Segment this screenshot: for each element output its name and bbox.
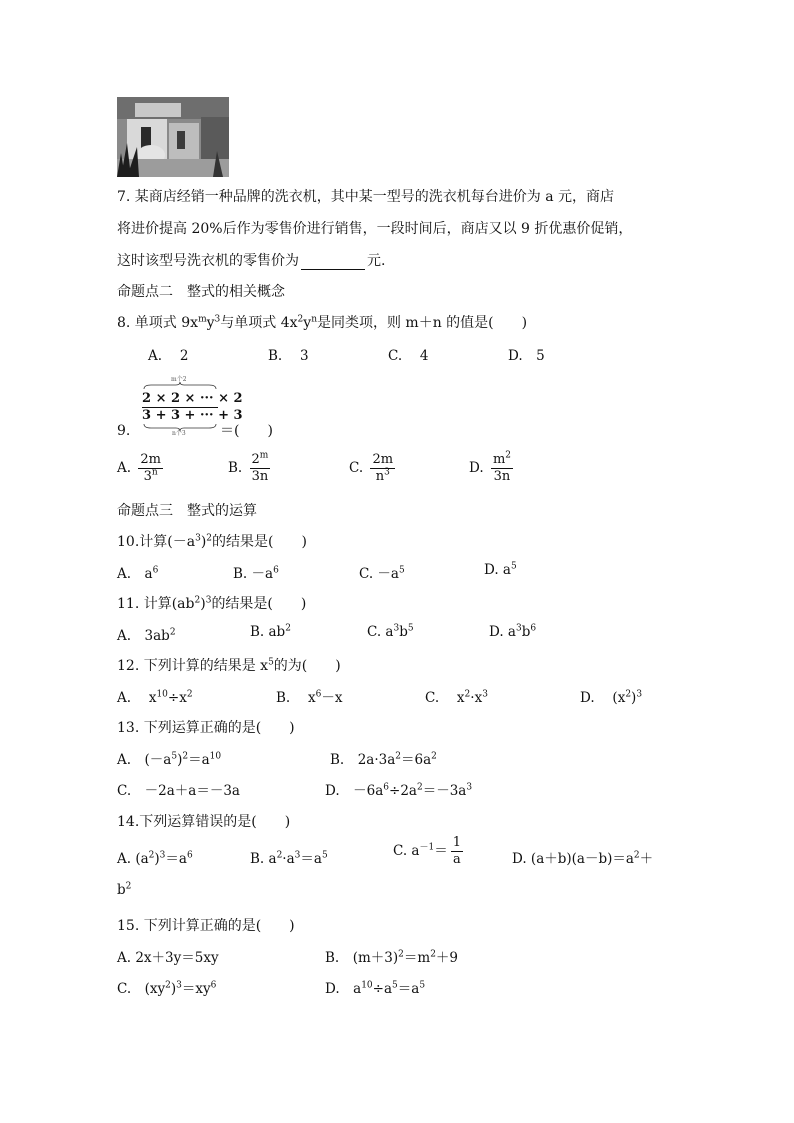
q14-option-b[interactable] <box>250 847 328 867</box>
opt-text: A. 3ab <box>117 628 170 644</box>
q14-option-a[interactable] <box>117 847 193 867</box>
opt-text: ＋9 <box>435 950 459 966</box>
q15-stem: 15. 下列计算正确的是( ) <box>117 918 295 934</box>
q8-option-d[interactable]: D. 5 <box>508 348 545 364</box>
opt-text: ＝a <box>188 752 210 768</box>
opt-text: ÷2a <box>389 783 417 799</box>
q8-option-c[interactable]: C. 4 <box>388 348 429 364</box>
q9-number: 9. <box>117 423 131 439</box>
opt-sup: 2 <box>625 689 632 700</box>
opt-sup: 5 <box>171 751 178 762</box>
q8-option-b[interactable]: B. 3 <box>268 348 309 364</box>
opt-text: ＝6a <box>401 752 432 768</box>
building-photo <box>117 97 229 177</box>
fraction-denominator <box>374 469 392 485</box>
opt-sup: 2 <box>431 751 437 762</box>
q9-option-b-fraction <box>250 452 271 485</box>
q8-option-a[interactable]: A. 2 <box>148 348 189 364</box>
q10-option-a[interactable] <box>117 562 158 582</box>
opt-text: C. a <box>393 843 420 859</box>
fraction-numerator <box>250 452 271 468</box>
q8-stem-part: 8. 单项式 9x <box>117 315 199 331</box>
opt-sup: 3 <box>176 980 182 991</box>
opt-sup: 6 <box>530 623 537 634</box>
fraction-denominator: 3n <box>493 469 511 484</box>
q7-answer-blank[interactable] <box>301 255 365 270</box>
q13-option-a[interactable] <box>117 748 221 768</box>
q8-sup: 2 <box>297 314 304 325</box>
q12-option-c[interactable] <box>425 686 488 706</box>
q11-option-c[interactable] <box>367 624 414 640</box>
q11-option-b[interactable] <box>250 624 291 640</box>
opt-sup: 2 <box>148 850 155 861</box>
opt-text: ＝xy <box>181 981 211 997</box>
num-text: m <box>492 452 506 467</box>
opt-text: A. a <box>117 566 153 582</box>
opt-text: ) <box>154 851 160 867</box>
fraction-denominator: a <box>452 852 461 867</box>
fraction-denominator <box>142 469 160 485</box>
q8-stem-part: y <box>303 315 312 331</box>
opt-text: B. －a <box>233 566 274 582</box>
opt-text: ＝a <box>397 981 420 997</box>
opt-sup: 2 <box>464 689 471 700</box>
q7-line-3 <box>117 250 385 270</box>
q12-stem <box>117 655 341 675</box>
q13-option-c[interactable]: C. －2a＋a＝－3a <box>117 783 240 799</box>
opt-text: ＝－3a <box>422 783 467 799</box>
section-heading-3: 命题点三 整式的运算 <box>117 503 257 519</box>
opt-text: D. a <box>484 562 511 578</box>
opt-sup: 2 <box>430 949 436 960</box>
den-text: n <box>375 469 385 484</box>
opt-sup: 3 <box>159 850 166 861</box>
q10-stem <box>117 531 307 551</box>
opt-sup: 2 <box>165 980 171 991</box>
opt-sup: 2 <box>169 627 176 638</box>
num-sup: m <box>259 450 269 461</box>
q11-stem-part: 的结果是( ) <box>211 596 307 612</box>
q9-top-brace-icon <box>143 382 217 390</box>
opt-sup: 6 <box>186 850 193 861</box>
q7-line-1: 7. 某商店经销一种品牌的洗衣机，其中某一型号的洗衣机每台进价为 a 元，商店 <box>117 189 615 205</box>
opt-sup: 5 <box>321 850 328 861</box>
q12-option-b[interactable] <box>276 686 342 706</box>
q12-option-d[interactable] <box>580 686 642 706</box>
fraction-denominator: 3n <box>251 469 269 484</box>
opt-text: B. a <box>250 851 277 867</box>
opt-sup: 2 <box>186 689 193 700</box>
q13-stem: 13. 下列运算正确的是( ) <box>117 720 295 736</box>
opt-text: A. x <box>117 690 157 706</box>
opt-sup: 2 <box>395 751 402 762</box>
opt-text: ÷a <box>372 981 393 997</box>
opt-text: ·x <box>470 690 483 706</box>
q10-option-c[interactable] <box>359 562 405 582</box>
opt-sup: 10 <box>209 751 222 762</box>
opt-text: B. 2a·3a <box>330 752 396 768</box>
opt-sup: 5 <box>419 980 426 991</box>
opt-text: D. －6a <box>325 783 384 799</box>
q11-option-d[interactable] <box>489 624 536 640</box>
q7-line-3-text: 这时该型号洗衣机的零售价为 <box>117 253 299 269</box>
q9-denominator: 3 + 3 + ··· + 3 <box>142 408 243 423</box>
q8-stem <box>117 312 527 332</box>
opt-text: ＝m <box>403 950 431 966</box>
opt-sup: 2 <box>633 850 640 861</box>
q15-option-a[interactable]: A. 2x＋3y＝5xy <box>117 950 219 966</box>
q9-numerator: 2 × 2 × ··· × 2 <box>142 391 243 406</box>
q10-stem-part: 10.计算(－a <box>117 534 196 550</box>
den-sup: 3 <box>384 467 390 478</box>
q9-option-a-fraction <box>138 452 163 485</box>
q14-option-d[interactable] <box>512 847 653 867</box>
q14-option-c-fraction <box>451 835 463 868</box>
q10-sup: 3 <box>195 533 201 544</box>
q10-sup: 2 <box>206 533 213 544</box>
q9-option-a-label: A. <box>117 460 132 476</box>
num-text: 2 <box>251 452 260 467</box>
opt-sup: 10 <box>361 980 373 991</box>
opt-text: b <box>399 624 408 640</box>
q15-option-c[interactable] <box>117 977 216 997</box>
opt-text: ＝a <box>165 851 187 867</box>
opt-sup: 3 <box>393 623 400 634</box>
q8-sup: m <box>198 314 207 325</box>
q9-option-d[interactable] <box>469 452 516 485</box>
opt-text: ÷x <box>167 690 187 706</box>
opt-sup: 3 <box>515 623 522 634</box>
opt-text: ＋ <box>639 851 654 867</box>
fraction-numerator <box>491 452 513 468</box>
den-sup: n <box>151 467 158 478</box>
opt-sup: 3 <box>636 689 643 700</box>
fraction-numerator: 2m <box>140 452 161 467</box>
opt-text: ) <box>170 981 177 997</box>
opt-text: D. (a＋b)(a－b)＝a <box>512 851 634 867</box>
fraction-numerator: 2m <box>372 452 394 467</box>
opt-sup: 2 <box>125 881 132 892</box>
q9-bottom-brace-label: n个3 <box>172 430 186 437</box>
opt-sup: －1 <box>419 842 435 853</box>
opt-sup: 3 <box>294 850 301 861</box>
q9-option-a[interactable] <box>117 452 166 485</box>
opt-text: ) <box>631 690 637 706</box>
opt-sup: 5 <box>407 623 414 634</box>
q10-option-d[interactable] <box>484 562 517 578</box>
opt-text: －x <box>321 690 343 706</box>
opt-text: A. (－a <box>117 752 172 768</box>
q13-option-b[interactable] <box>330 748 437 768</box>
opt-sup: 2 <box>398 949 404 960</box>
opt-text: b <box>117 882 126 898</box>
q9-option-d-label: D. <box>469 460 484 476</box>
q12-stem-part: 12. 下列计算的结果是 x <box>117 658 269 674</box>
q14-stem: 14.下列运算错误的是( ) <box>117 814 291 830</box>
q11-sup: 2 <box>194 595 201 606</box>
building-photo-drawing <box>117 97 229 177</box>
num-sup: 2 <box>505 450 511 461</box>
opt-text: D. (x <box>580 690 626 706</box>
q14-option-c[interactable] <box>393 835 466 868</box>
q9-option-b[interactable] <box>228 452 273 485</box>
den-text: 3 <box>143 469 152 484</box>
q10-stem-part: ) <box>200 534 207 550</box>
opt-sup: 6 <box>383 782 390 793</box>
q9-option-c-label: C. <box>349 460 364 476</box>
q11-stem-part: 11. 计算(ab <box>117 596 195 612</box>
fraction-numerator: 1 <box>452 835 461 850</box>
q8-sup: n <box>311 314 317 325</box>
q11-option-a[interactable] <box>117 624 176 644</box>
q10-stem-part: 的结果是( ) <box>212 534 307 550</box>
opt-sup: 2 <box>285 623 291 634</box>
q8-stem-part: y <box>206 315 215 331</box>
q8-sup: 3 <box>214 314 221 325</box>
q7-line-3-tail: 元. <box>367 253 386 269</box>
q11-sup: 3 <box>205 595 212 606</box>
q9-top-brace-label: m个2 <box>171 376 187 383</box>
opt-sup: 5 <box>392 980 398 991</box>
opt-sup: 10 <box>156 689 168 700</box>
opt-text: C. (xy <box>117 981 166 997</box>
q13-option-d[interactable] <box>325 779 472 799</box>
q11-stem <box>117 593 306 613</box>
opt-text: C. x <box>425 690 465 706</box>
opt-text: C. a <box>367 624 394 640</box>
q8-stem-part: 与单项式 4x <box>220 315 298 331</box>
opt-text: A. (a <box>117 851 149 867</box>
opt-sup: 6 <box>315 689 322 700</box>
opt-sup: 5 <box>398 565 405 576</box>
opt-text: B. (m＋3) <box>325 950 399 966</box>
q9-tail: ＝( ) <box>220 423 273 439</box>
opt-text: b <box>521 624 531 640</box>
q9-option-c[interactable] <box>349 452 398 485</box>
q11-stem-part: ) <box>200 596 206 612</box>
opt-text: B. ab <box>250 624 286 640</box>
q9-option-d-fraction <box>491 452 513 485</box>
opt-text: D. a <box>489 624 516 640</box>
opt-sup: 6 <box>273 565 279 576</box>
opt-sup: 2 <box>276 850 283 861</box>
opt-sup: 6 <box>210 980 217 991</box>
q10-option-b[interactable] <box>233 562 279 582</box>
q12-option-a[interactable] <box>117 686 193 706</box>
opt-sup: 5 <box>510 561 517 572</box>
q14-option-d-wrap <box>117 882 131 898</box>
opt-text: ) <box>177 752 183 768</box>
q8-stem-part: 是同类项，则 m＋n 的值是( ) <box>316 315 528 331</box>
opt-sup: 2 <box>416 782 423 793</box>
opt-text: ＝ <box>434 843 448 859</box>
q9-option-b-label: B. <box>228 460 243 476</box>
opt-text: B. x <box>276 690 316 706</box>
opt-text: ·a <box>282 851 295 867</box>
opt-text: D. a <box>325 981 362 997</box>
q15-option-d[interactable] <box>325 977 425 997</box>
q7-line-2: 将进价提高 20%后作为零售价进行销售，一段时间后，商店又以 9 折优惠价促销， <box>117 221 633 237</box>
opt-sup: 2 <box>182 751 189 762</box>
section-heading-2: 命题点二 整式的相关概念 <box>117 284 285 300</box>
q12-sup: 5 <box>268 657 274 668</box>
opt-text: ＝a <box>300 851 322 867</box>
opt-sup: 6 <box>152 565 159 576</box>
q9-option-c-fraction <box>370 452 395 485</box>
opt-sup: 3 <box>466 782 473 793</box>
q12-stem-part: 的为( ) <box>273 658 341 674</box>
q15-option-b[interactable] <box>325 946 458 966</box>
opt-text: C. －a <box>359 566 399 582</box>
opt-sup: 3 <box>482 689 488 700</box>
